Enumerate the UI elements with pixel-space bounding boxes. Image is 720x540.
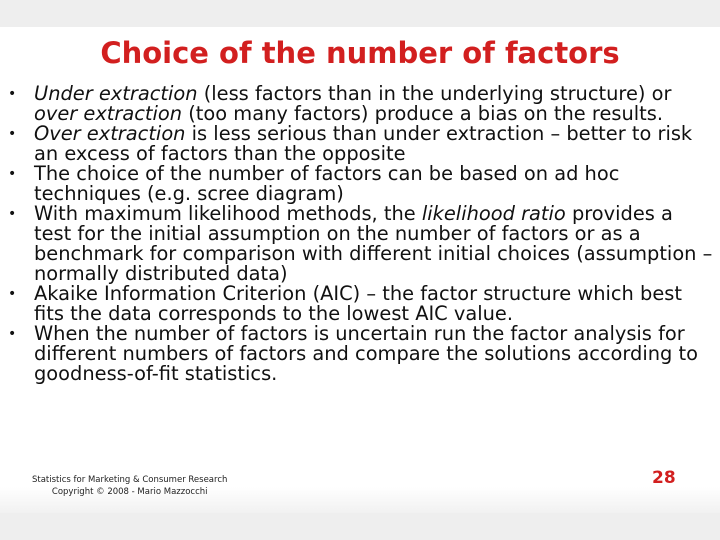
bullet-emphasis: Over extraction [34, 122, 186, 145]
bullet-item [8, 84, 714, 124]
bullet-item [8, 124, 714, 164]
bullet-text: (less factors than in the underlying structure) or [197, 82, 672, 105]
slide-title: Choice of the number of factors [100, 36, 620, 70]
bullet-text: With maximum likelihood methods, the [34, 202, 422, 225]
bullet-text: When the number of factors is uncertain run the factor analysis for different numbers of factors and compare the solutions according to goodness-of-fit statistics. [34, 322, 698, 385]
bullet-emphasis: over extraction [34, 102, 183, 125]
bullet-emphasis: Under extraction [34, 82, 198, 105]
bullet-dot-icon: • [8, 166, 17, 182]
bullet-dot-icon: • [8, 206, 17, 222]
bullet-text: is less serious than under extraction – better to risk an excess of factors than the opposite [34, 122, 693, 165]
footer [32, 474, 227, 498]
bullet-text: Akaike Information Criterion (AIC) – the factor structure which best fits the data corresponds to the lowest AIC value. [34, 282, 682, 325]
bullet-item [8, 324, 714, 384]
bullet-text: provides a test for the initial assumption on the number of factors or as a benchmark for comparison with different initial choices (assumption – normally distributed data) [34, 202, 713, 285]
bullet-emphasis: likelihood ratio [421, 202, 566, 225]
bullet-item [8, 284, 714, 324]
bullet-text: The choice of the number of factors can be based on ad hoc techniques (e.g. scree diagram) [34, 162, 620, 205]
footer-copyright: Copyright © 2008 - Mario Mazzocchi [51, 487, 208, 497]
slide [0, 27, 720, 513]
bullet-dot-icon: • [8, 86, 17, 102]
bullet-item [8, 204, 714, 284]
footer-title: Statistics for Marketing & Consumer Research [32, 475, 228, 485]
bullet-list [8, 84, 714, 384]
bullet-dot-icon: • [8, 126, 17, 142]
bullet-item [8, 164, 714, 204]
bullet-text: (too many factors) produce a bias on the results. [182, 102, 664, 125]
bullet-dot-icon: • [8, 326, 17, 342]
page-number: 28 [652, 468, 676, 488]
bullet-dot-icon: • [8, 286, 17, 302]
